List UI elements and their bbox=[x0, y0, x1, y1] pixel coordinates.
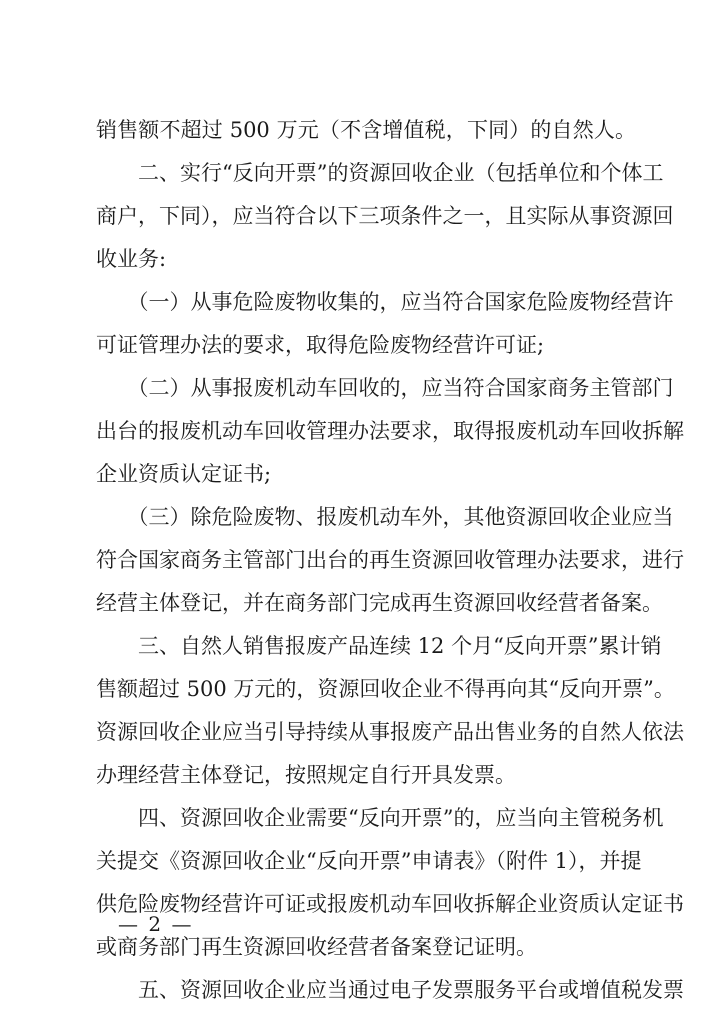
body-text-line: 办理经营主体登记，按照规定自行开具发票。 bbox=[96, 763, 516, 787]
body-text-line: 五、资源回收企业应当通过电子发票服务平台或增值税发票 bbox=[96, 978, 684, 1002]
body-text-line: 出台的报废机动车回收管理办法要求，取得报废机动车回收拆解 bbox=[96, 419, 684, 443]
body-text-line: 关提交《资源回收企业“反向开票”申请表》（附件 1），并提 bbox=[96, 849, 642, 873]
body-text-line: 商户，下同），应当符合以下三项条件之一，且实际从事资源回 bbox=[96, 204, 674, 228]
page-number: — 2 — bbox=[118, 912, 194, 936]
body-text-line: 销售额不超过 500 万元（不含增值税，下同）的自然人。 bbox=[96, 118, 636, 142]
body-text-line: 经营主体登记，并在商务部门完成再生资源回收经营者备案。 bbox=[96, 591, 663, 615]
body-text-line: 可证管理办法的要求，取得危险废物经营许可证; bbox=[96, 333, 545, 357]
body-text-line: （二）从事报废机动车回收的，应当符合国家商务主管部门 bbox=[96, 376, 674, 400]
body-text-line: 收业务: bbox=[96, 247, 167, 271]
body-text-line: （一）从事危险废物收集的，应当符合国家危险废物经营许 bbox=[96, 290, 674, 314]
body-text-line: 资源回收企业应当引导持续从事报废产品出售业务的自然人依法 bbox=[96, 720, 684, 744]
body-text-line: 符合国家商务主管部门出台的再生资源回收管理办法要求，进行 bbox=[96, 548, 684, 572]
body-text-line: 四、资源回收企业需要“反向开票”的，应当向主管税务机 bbox=[96, 806, 664, 830]
body-text-line: 企业资质认定证书; bbox=[96, 462, 272, 486]
body-text-line: （三）除危险废物、报废机动车外，其他资源回收企业应当 bbox=[96, 505, 674, 529]
body-text-line: 三、自然人销售报废产品连续 12 个月“反向开票”累计销 bbox=[96, 634, 662, 658]
body-text-line: 二、实行“反向开票”的资源回收企业（包括单位和个体工 bbox=[96, 161, 664, 185]
body-text-line: 售额超过 500 万元的，资源回收企业不得再向其“反向开票”。 bbox=[96, 677, 675, 701]
body-text-line: 或商务部门再生资源回收经营者备案登记证明。 bbox=[96, 935, 537, 959]
body-text-line: 供危险废物经营许可证或报废机动车回收拆解企业资质认定证书 bbox=[96, 892, 684, 916]
